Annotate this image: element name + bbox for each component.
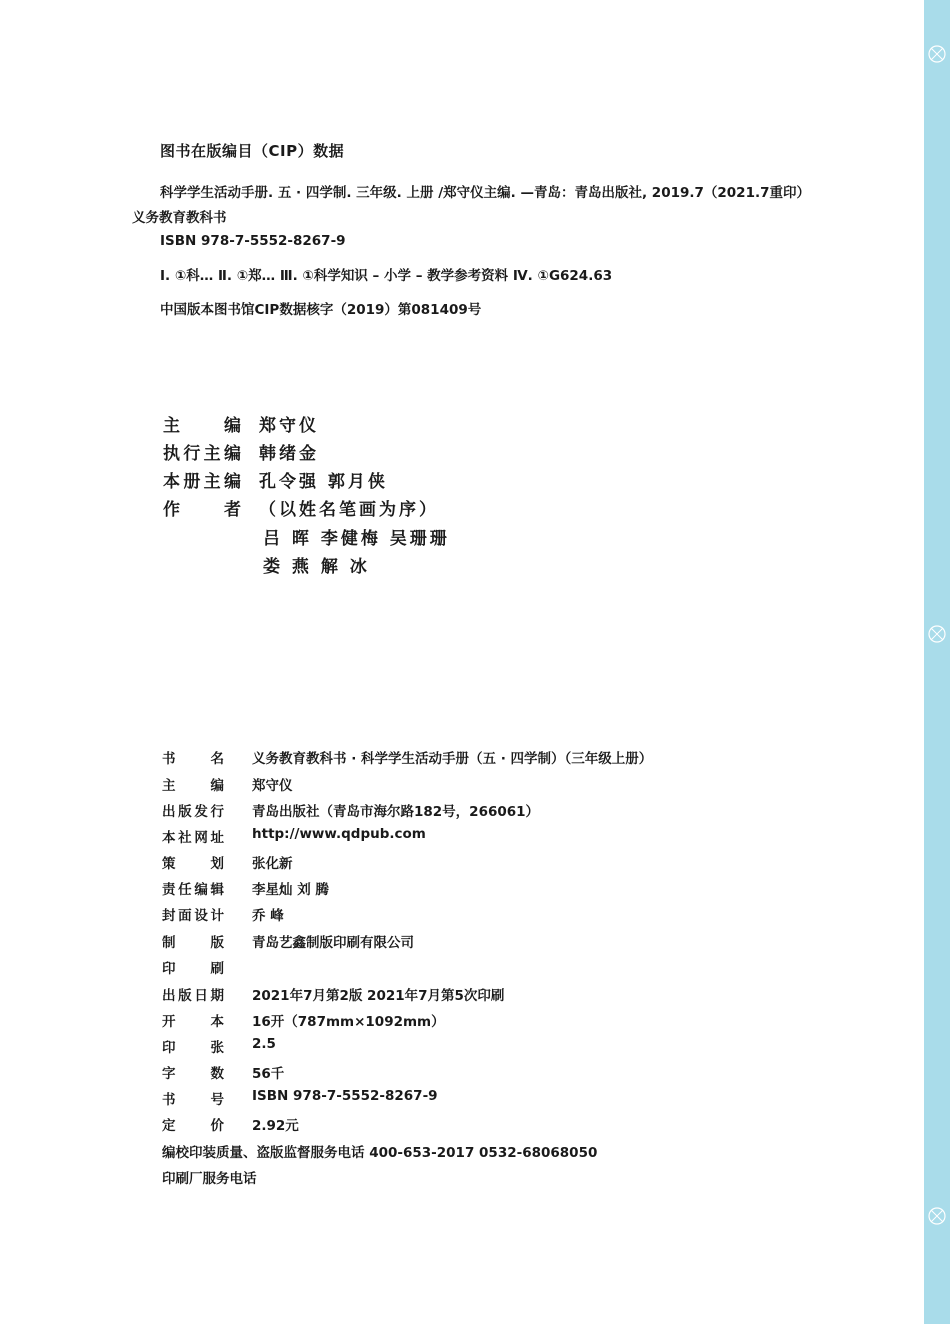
info-label: 责任编辑 xyxy=(162,882,224,898)
info-value: 张化新 xyxy=(252,856,293,872)
info-value: 2021年7月第2版 2021年7月第5次印刷 xyxy=(252,988,505,1004)
info-label: 出版日期 xyxy=(162,988,224,1004)
info-label: 策划 xyxy=(162,856,224,872)
info-label: 封面设计 xyxy=(162,908,224,924)
info-label: 书号 xyxy=(162,1092,224,1108)
cip-line-series: 义务教育教科书 xyxy=(132,210,227,226)
credit-label: 主编 xyxy=(163,416,241,436)
info-label: 书名 xyxy=(162,751,224,767)
credit-label: 本册主编 xyxy=(163,472,241,492)
side-strip xyxy=(924,0,950,1324)
printer-service-text: 印刷厂服务电话 xyxy=(162,1171,257,1187)
info-label: 印张 xyxy=(162,1040,224,1056)
info-value: 青岛出版社（青岛市海尔路182号，266061） xyxy=(252,804,540,820)
info-label: 主编 xyxy=(162,778,224,794)
info-value: ISBN 978-7-5552-8267-9 xyxy=(252,1088,438,1104)
cip-isbn: ISBN 978-7-5552-8267-9 xyxy=(160,233,346,249)
info-value: 郑守仪 xyxy=(252,778,293,794)
decorative-mark-icon xyxy=(927,1206,947,1226)
info-label: 定价 xyxy=(162,1118,224,1134)
info-label: 开本 xyxy=(162,1014,224,1030)
credit-value: 孔令强 郭月侠 xyxy=(259,472,388,492)
cip-title: 图书在版编目（CIP）数据 xyxy=(160,142,345,160)
cip-verification: 中国版本图书馆CIP数据核字（2019）第081409号 xyxy=(160,302,482,318)
decorative-mark-icon xyxy=(927,624,947,644)
authors-line-2: 娄 燕 解 冰 xyxy=(263,557,370,577)
info-value: 义务教育教科书 · 科学学生活动手册（五 · 四学制）（三年级上册） xyxy=(252,751,653,767)
info-value: 青岛艺鑫制版印刷有限公司 xyxy=(252,935,414,951)
credit-label: 作者 xyxy=(163,500,241,520)
authors-line-1: 吕 晖 李健梅 吴珊珊 xyxy=(263,529,450,549)
info-label: 本社网址 xyxy=(162,830,224,846)
info-label: 印刷 xyxy=(162,961,224,977)
info-value: 乔 峰 xyxy=(252,908,284,924)
info-value: 2.92元 xyxy=(252,1118,299,1134)
info-label: 字数 xyxy=(162,1066,224,1082)
credit-value: 韩绪金 xyxy=(259,444,319,464)
authors-note: （以姓名笔画为序） xyxy=(259,500,439,520)
credit-label: 执行主编 xyxy=(163,444,241,464)
info-value: 56千 xyxy=(252,1066,285,1082)
cip-classification: Ⅰ. ①科… Ⅱ. ①郑… Ⅲ. ①科学知识 – 小学 – 教学参考资料 Ⅳ. ①G624.63 xyxy=(160,268,613,284)
info-value: 16开（787mm×1092mm） xyxy=(252,1014,445,1030)
website-link[interactable]: http://www.qdpub.com xyxy=(252,826,426,842)
info-label: 出版发行 xyxy=(162,804,224,820)
credit-value: 郑守仪 xyxy=(259,416,319,436)
service-complaint-text: 编校印装质量、盗版监督服务电话 400-653-2017 0532-68068050 xyxy=(162,1145,598,1161)
info-label: 制版 xyxy=(162,935,224,951)
decorative-mark-icon xyxy=(927,44,947,64)
info-value: 2.5 xyxy=(252,1036,276,1052)
cip-line-title: 科学学生活动手册. 五 · 四学制. 三年级. 上册 /郑守仪主编. —青岛：青岛出版社, 2019.7（2021.7重印） xyxy=(160,185,810,201)
info-value: 李星灿 刘 腾 xyxy=(252,882,329,898)
